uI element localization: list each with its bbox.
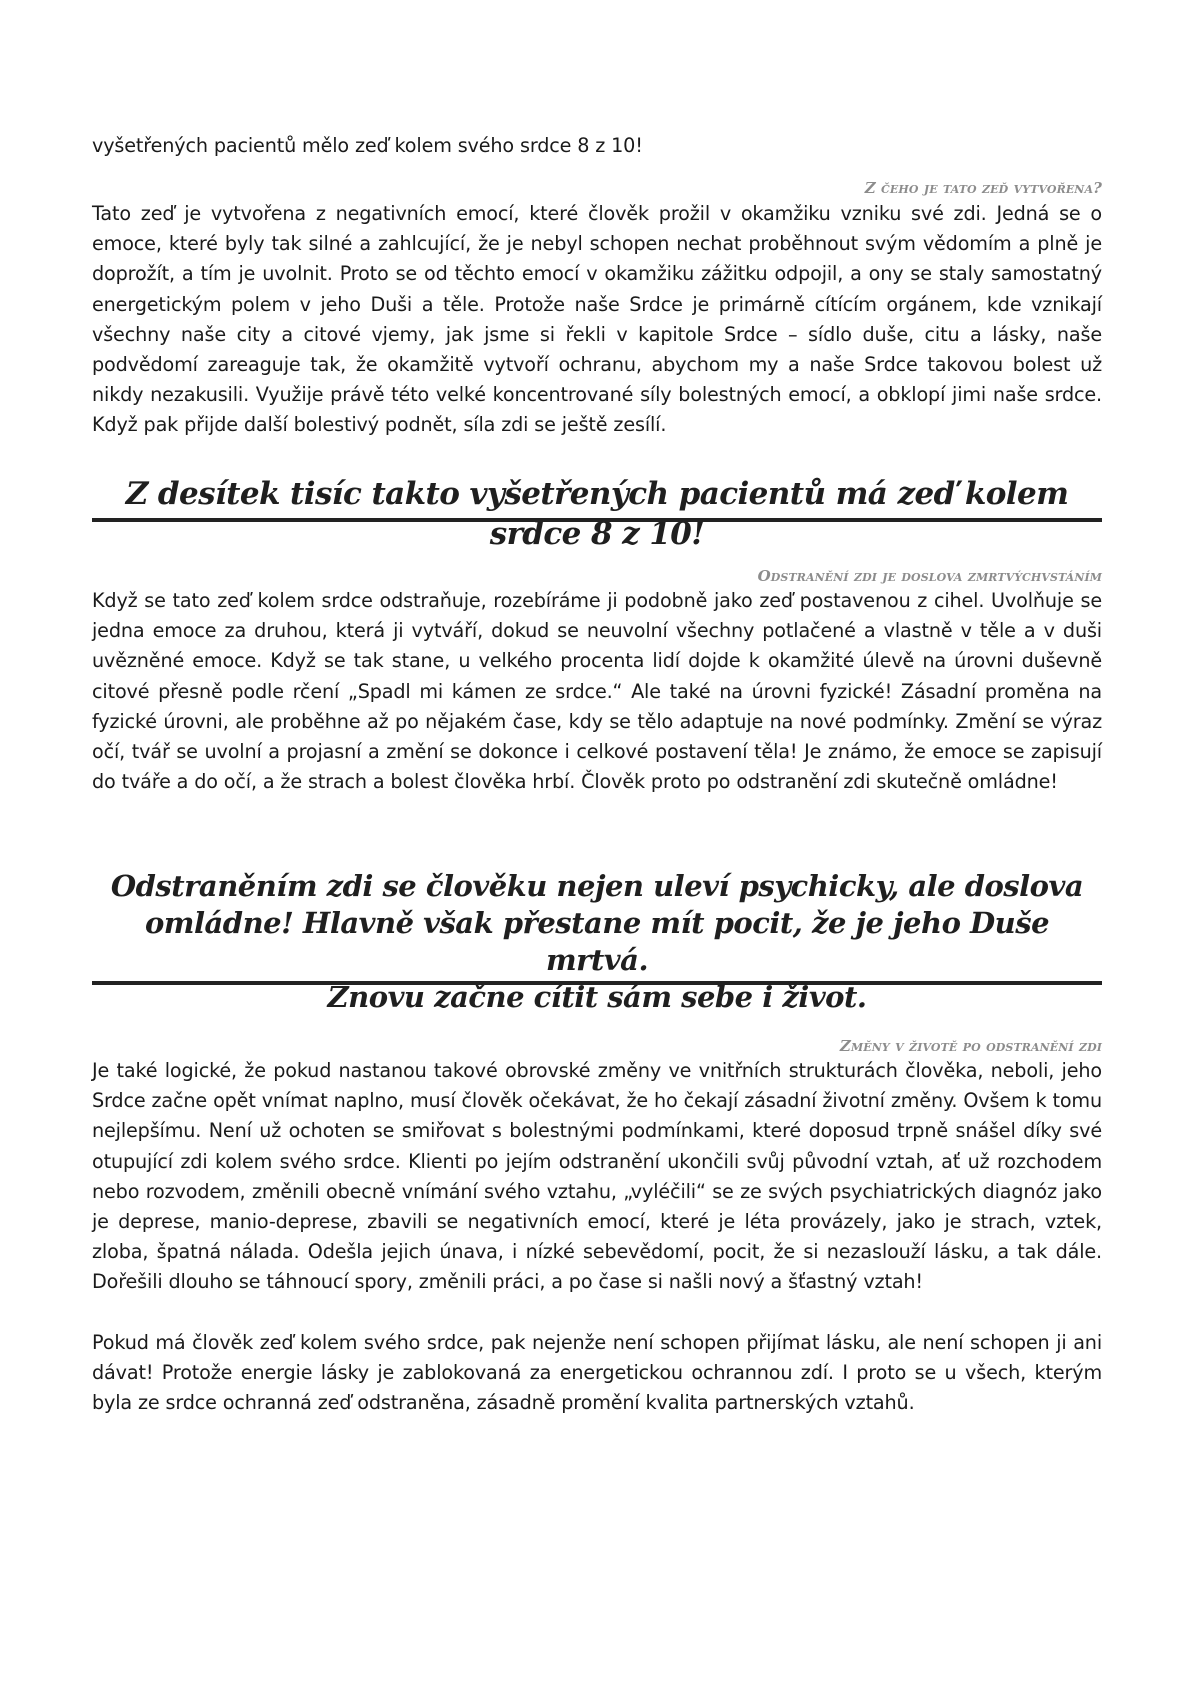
divider-rule bbox=[92, 981, 1102, 985]
paragraph-wall-removal: Když se tato zeď kolem srdce odstraňuje, rozebíráme ji podobně jako zeď postavenou z cihel. Uvolňuje se jedna emoce za druhou, která ji vytváří, dokud se neuvolní všechny potlačené a vlastně v těle a v duši uvězněné emoce. Když se tak stane, u velkého procenta lidí dojde k okamžité úlevě na úrovni duševně citové přesně podle rčení „Spadl mi kámen ze srdce.“ Ale také na úrovni fyzické! Zásadní proměna na fyzické úrovni, ale proběhne až po nějakém čase, kdy se tělo adaptuje na nové podmínky. Změní se výraz očí, tvář se uvolní a projasní a změní se dokonce i celkové postavení těla! Je známo, že emoce se zapisují do tváře a do očí, a že strach a bolest člověka hrbí. Člověk proto po odstranění zdi skutečně omládne! bbox=[92, 589, 1102, 794]
pull-quote-rejuvenation bbox=[92, 868, 1102, 1016]
intro-line: vyšetřených pacientů mělo zeď kolem svého srdce 8 z 10! bbox=[92, 134, 643, 157]
section-heading-wall-composition: Z čeho je tato zeď vytvořena? bbox=[864, 179, 1102, 197]
document-page bbox=[92, 0, 1102, 1684]
pull-quote-line: Odstraněním zdi se člověku nejen uleví psychicky, ale doslova bbox=[110, 869, 1084, 903]
divider-rule bbox=[92, 518, 1102, 522]
paragraph-wall-composition: Tato zeď je vytvořena z negativních emocí, které člověk prožil v okamžiku vzniku své zdi. Jedná se o emoce, které byly tak silné a zahlcující, že je nebyl schopen nechat proběhnout svým vědomím a plně je doprožít, a tím je uvolnit. Proto se od těchto emocí v okamžiku zážitku odpojil, a ony se staly samostatný energetickým polem v jeho Duši a těle. Protože naše Srdce je primárně cítícím orgánem, kde vznikají všechny naše city a citové vjemy, jak jsme si řekli v kapitole Srdce – sídlo duše, citu a lásky, naše podvědomí zareaguje tak, že okamžitě vytvoří ochranu, abychom my a naše Srdce takovou bolest už nikdy nezakusili. Využije právě této velké koncentrované síly bolestných emocí, a obklopí jimi naše srdce. Když pak přijde další bolestivý podnět, síla zdi se ještě zesílí. bbox=[92, 202, 1102, 437]
paragraph-love-capacity: Pokud má člověk zeď kolem svého srdce, pak nejenže není schopen přijímat lásku, ale není schopen ji ani dávat! Protože energie lásky je zablokovaná za energetickou ochrannou zdí. I proto se u všech, kterým byla ze srdce ochranná zeď odstraněna, zásadně promění kvalita partnerských vztahů. bbox=[92, 1331, 1102, 1415]
pull-quote-statistic: Z desítek tisíc takto vyšetřených pacientů má zeď kolem srdce 8 z 10! bbox=[125, 476, 1069, 552]
pull-quote-line: Znovu začne cítit sám sebe i život. bbox=[327, 980, 867, 1014]
paragraph-life-changes: Je také logické, že pokud nastanou takové obrovské změny ve vnitřních strukturách člověka, neboli, jeho Srdce začne opět vnímat naplno, musí člověk očekávat, že ho čekají zásadní životní změny. Ovšem k tomu nejlepšímu. Není už ochoten se smiřovat s bolestnými podmínkami, které doposud trpně snášel díky své otupující zdi kolem svého srdce. Klienti po jejím odstranění ukončili svůj původní vztah, ať už rozchodem nebo rozvodem, změnili obecně vnímání svého vztahu, „vyléčili“ se ze svých psychiatrických diagnóz jako je deprese, manio-deprese, zbavili se negativních emocí, které je léta provázely, jako je strach, vztek, zloba, špatná nálada. Odešla jejich únava, i nízké sebevědomí, pocit, že si nezaslouží lásku, a tak dále. Dořešili dlouho se táhnoucí spory, změnili práci, a po čase si našli nový a šťastný vztah! bbox=[92, 1059, 1102, 1294]
pull-quote-line: omládne! Hlavně však přestane mít pocit, že je jeho Duše mrtvá. bbox=[144, 906, 1050, 977]
section-heading-life-changes: Změny v životě po odstranění zdi bbox=[839, 1037, 1102, 1055]
section-heading-wall-removal: Odstranění zdi je doslova zmrtvýchvstáním bbox=[757, 567, 1102, 585]
